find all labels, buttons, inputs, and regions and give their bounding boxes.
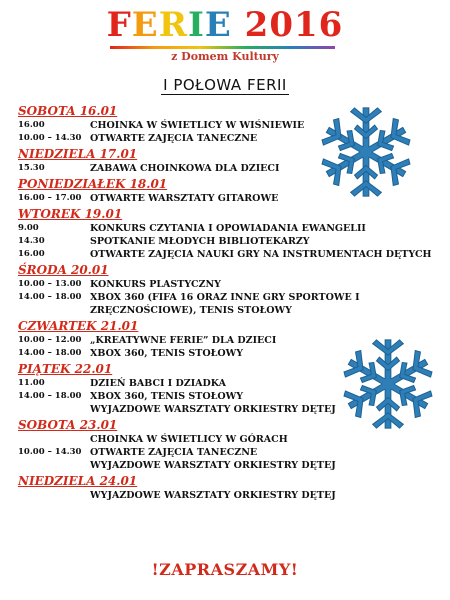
event-time: 14.00 – 18.00 bbox=[18, 348, 82, 358]
title-letter: F bbox=[106, 5, 132, 45]
day-heading: SOBOTA 16.01 bbox=[18, 104, 118, 118]
title-letter: 1 bbox=[294, 5, 319, 45]
event-name: OTWARTE ZAJĘCIA NAUKI GRY NA INSTRUMENTACH DĘTYCH bbox=[90, 249, 432, 260]
title-letter: 0 bbox=[269, 5, 294, 45]
day-heading: SOBOTA 23.01 bbox=[18, 418, 118, 432]
event-name: CHOINKA W ŚWIETLICY W GÓRACH bbox=[90, 434, 288, 445]
event-row bbox=[18, 278, 438, 291]
day-heading: NIEDZIELA 24.01 bbox=[18, 474, 138, 488]
event-time bbox=[18, 489, 90, 502]
event-time: 10.00 – 14.30 bbox=[18, 447, 82, 457]
event-row bbox=[18, 433, 438, 446]
event-time: 10.00 – 14.30 bbox=[18, 133, 82, 143]
title-letter: E bbox=[131, 5, 159, 45]
event-name: XBOX 360, TENIS STOŁOWY bbox=[90, 348, 244, 359]
poster-title-text bbox=[107, 5, 344, 45]
event-row bbox=[18, 446, 438, 459]
event-name: OTWARTE WARSZTATY GITAROWE bbox=[90, 193, 279, 204]
day-heading: PIĄTEK 22.01 bbox=[18, 362, 113, 376]
title-letter: 6 bbox=[318, 5, 344, 45]
event-row bbox=[18, 248, 438, 261]
period-heading bbox=[0, 76, 450, 94]
event-name: WYJAZDOWE WARSZTATY ORKIESTRY DĘTEJ bbox=[90, 490, 336, 501]
day-heading: NIEDZIELA 17.01 bbox=[18, 147, 138, 161]
invitation-text: !ZAPRASZAMY! bbox=[151, 560, 299, 579]
event-time: 11.00 bbox=[18, 378, 45, 388]
event-name: XBOX 360, TENIS STOŁOWY bbox=[90, 391, 244, 402]
event-name: WYJAZDOWE WARSZTATY ORKIESTRY DĘTEJ bbox=[90, 404, 336, 415]
event-time: 14.00 – 18.00 bbox=[18, 292, 82, 302]
event-name: XBOX 360 (FIFA 16 ORAZ INNE GRY SPORTOWE I ZRĘCZNOŚCIOWE), TENIS STOŁOWY bbox=[90, 292, 360, 316]
event-time: 10.00 – 12.00 bbox=[18, 335, 82, 345]
event-row bbox=[18, 291, 438, 317]
event-time: 9.00 bbox=[18, 223, 39, 233]
event-name: OTWARTE ZAJĘCIA TANECZNE bbox=[90, 133, 258, 144]
event-name: CHOINKA W ŚWIETLICY W WIŚNIEWIE bbox=[90, 120, 305, 131]
event-time: 16.00 – 17.00 bbox=[18, 193, 82, 203]
snowflake-icon bbox=[318, 104, 414, 200]
title-letter: 2 bbox=[244, 5, 270, 45]
title-letter: R bbox=[158, 5, 188, 45]
event-row bbox=[18, 459, 438, 472]
event-name: WYJAZDOWE WARSZTATY ORKIESTRY DĘTEJ bbox=[90, 460, 336, 471]
snowflake-icon bbox=[340, 336, 436, 432]
event-name: DZIEŃ BABCI I DZIADKA bbox=[90, 378, 226, 389]
day-heading: ŚRODA 20.01 bbox=[18, 263, 109, 277]
title-underline bbox=[110, 46, 335, 49]
event-time: 14.00 – 18.00 bbox=[18, 391, 82, 401]
day-heading: WTOREK 19.01 bbox=[18, 207, 123, 221]
event-name: SPOTKANIE MŁODYCH BIBLIOTEKARZY bbox=[90, 236, 310, 247]
event-time: 10.00 – 13.00 bbox=[18, 279, 82, 289]
day-heading: PONIEDZIAŁEK 18.01 bbox=[18, 177, 168, 191]
event-name: KONKURS PLASTYCZNY bbox=[90, 279, 221, 290]
day-heading: CZWARTEK 21.01 bbox=[18, 319, 139, 333]
event-time bbox=[18, 433, 90, 446]
event-name: KONKURS CZYTANIA I OPOWIADANIA EWANGELII bbox=[90, 223, 366, 234]
event-time bbox=[18, 403, 90, 416]
event-time: 16.00 bbox=[18, 249, 45, 259]
poster-subtitle: z Domem Kultury bbox=[171, 50, 279, 63]
event-time: 16.00 bbox=[18, 120, 45, 130]
title-letter: I bbox=[187, 5, 205, 45]
event-time: 15.30 bbox=[18, 163, 45, 173]
event-row bbox=[18, 235, 438, 248]
poster-title bbox=[0, 6, 450, 44]
title-letter bbox=[232, 6, 245, 44]
event-row bbox=[18, 222, 438, 235]
event-name: ZABAWA CHOINKOWA DLA DZIECI bbox=[90, 163, 280, 174]
title-letter: E bbox=[204, 5, 232, 45]
period-heading-text: I POŁOWA FERII bbox=[163, 76, 287, 94]
event-name: OTWARTE ZAJĘCIA TANECZNE bbox=[90, 447, 258, 458]
event-name: „KREATYWNE FERIE” DLA DZIECI bbox=[90, 335, 277, 346]
event-time bbox=[18, 459, 90, 472]
event-time: 14.30 bbox=[18, 236, 45, 246]
event-row bbox=[18, 489, 438, 502]
